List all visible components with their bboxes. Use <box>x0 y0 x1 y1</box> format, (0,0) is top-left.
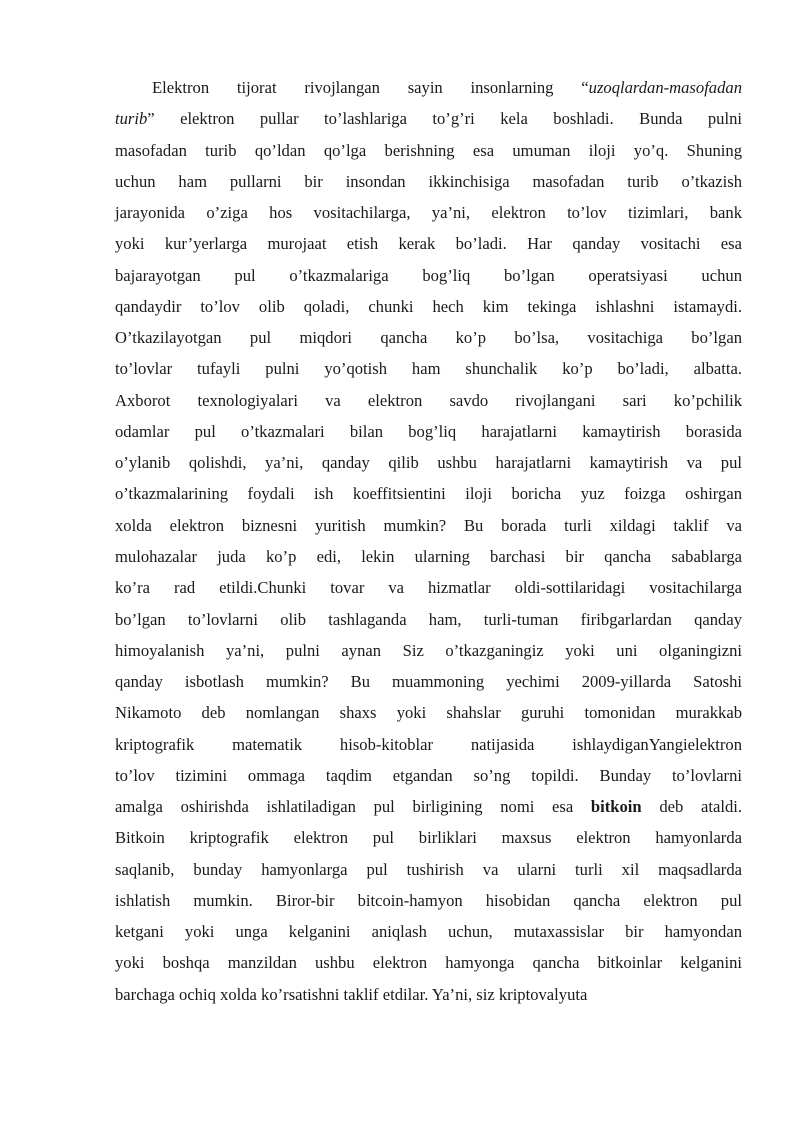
text-line <box>115 197 742 228</box>
text-segment: yoki kur’yerlarga murojaat etish kerak bo’ladi. Har qanday vositachi esa <box>115 234 742 254</box>
text-segment: deb ataldi. <box>641 797 742 817</box>
bold-term: bitkoin <box>590 797 642 817</box>
text-line <box>115 854 742 885</box>
text-segment: amalga oshirishda ishlatiladigan pul birligining nomi esa <box>115 797 591 817</box>
text-line <box>115 541 742 572</box>
text-segment: kriptografik matematik hisob-kitoblar natijasida ishlaydiganYangielektron <box>115 734 742 754</box>
text-segment: bo’lgan to’lovlarni olib tashlaganda ham, turli-tuman firibgarlardan qanday <box>115 609 742 629</box>
text-segment: jarayonida o’ziga hos vositachilarga, ya’ni, elektron to’lov tizimlari, bank <box>115 203 742 223</box>
text-line <box>115 604 742 635</box>
text-line <box>115 791 742 822</box>
text-line <box>115 916 742 947</box>
text-segment: saqlanib, bunday hamyonlarga pul tushirish va ularni turli xil maqsadlarda <box>115 859 742 879</box>
text-line <box>115 572 742 603</box>
text-segment: Axborot texnologiyalari va elektron savdo rivojlangani sari ko’pchilik <box>115 390 742 410</box>
text-segment: qanday isbotlash mumkin? Bu muammoning yechimi 2009-yillarda Satoshi <box>115 672 742 692</box>
text-segment: mulohazalar juda ko’p edi, lekin ularning barchasi bir qancha sabablarga <box>115 546 742 566</box>
text-segment: o’ylanib qolishdi, ya’ni, qanday qilib ushbu harajatlarni kamaytirish va pul <box>115 453 742 473</box>
text-segment: to’lovlar tufayli pulni yo’qotish ham shunchalik ko’p bo’ladi, albatta. <box>115 359 742 379</box>
text-line <box>115 666 742 697</box>
text-segment: barchaga ochiq xolda ko’rsatishni taklif etdilar. Ya’ni, siz kriptovalyuta <box>115 984 588 1004</box>
text-segment: ishlatish mumkin. Biror-bir bitcoin-hamyon hisobidan qancha elektron pul <box>115 890 742 910</box>
text-line <box>115 385 742 416</box>
text-line <box>115 135 742 166</box>
text-segment: odamlar pul o’tkazmalari bilan bog’liq harajatlarni kamaytirish borasida <box>115 421 742 441</box>
text-segment: qandaydir to’lov olib qoladi, chunki hech kim tekinga ishlashni istamaydi. <box>115 296 742 316</box>
text-line <box>115 166 742 197</box>
text-line <box>115 760 742 791</box>
text-segment: yoki boshqa manzildan ushbu elektron hamyonga qancha bitkoinlar kelganini <box>115 953 742 973</box>
text-line <box>115 322 742 353</box>
text-segment: masofadan turib qo’ldan qo’lga berishning esa umuman iloji yo’q. Shuning <box>115 140 742 160</box>
text-line <box>115 979 742 1010</box>
text-line <box>115 729 742 760</box>
text-segment: himoyalanish ya’ni, pulni aynan Siz o’tkazganingiz yoki uni olganingizni <box>115 640 742 660</box>
text-segment: uchun ham pullarni bir insondan ikkinchisiga masofadan turib o’tkazish <box>115 171 742 191</box>
text-line <box>115 478 742 509</box>
text-segment: to’lov tizimini ommaga taqdim etgandan so’ng topildi. Bunday to’lovlarni <box>115 765 742 785</box>
text-segment: ” elektron pullar to’lashlariga to’g’ri kela boshladi. Bunda pulni <box>147 109 742 129</box>
text-line <box>115 353 742 384</box>
text-segment: Nikamoto deb nomlangan shaxs yoki shahslar guruhi tomonidan murakkab <box>115 703 742 723</box>
text-line <box>115 822 742 853</box>
text-line <box>115 416 742 447</box>
text-segment: Elektron tijorat rivojlangan sayin insonlarning “ <box>152 78 589 97</box>
text-line <box>115 947 742 978</box>
text-line <box>115 228 742 259</box>
text-segment: o’tkazmalarining foydali ish koeffitsientini iloji boricha yuz foizga oshirgan <box>115 484 742 504</box>
text-line <box>115 291 742 322</box>
text-segment: Bitkoin kriptografik elektron pul birliklari maxsus elektron hamyonlarda <box>115 828 742 848</box>
text-line <box>115 885 742 916</box>
text-segment: O’tkazilayotgan pul miqdori qancha ko’p bo’lsa, vositachiga bo’lgan <box>115 328 742 348</box>
text-line <box>115 697 742 728</box>
text-segment: bajarayotgan pul o’tkazmalariga bog’liq bo’lgan operatsiyasi uchun <box>115 265 742 285</box>
italic-phrase: turib <box>115 109 148 129</box>
text-segment: ko’ra rad etildi.Chunki tovar va hizmatlar oldi-sottilaridagi vositachilarga <box>115 578 742 598</box>
text-line <box>115 447 742 478</box>
italic-phrase: uzoqlardan-masofadan <box>588 78 742 97</box>
text-line <box>115 260 742 291</box>
text-line <box>115 510 742 541</box>
text-segment: ketgani yoki unga kelganini aniqlash uchun, mutaxassislar bir hamyondan <box>115 922 742 942</box>
text-line <box>115 72 742 103</box>
text-segment: xolda elektron biznesni yuritish mumkin? Bu borada turli xildagi taklif va <box>115 515 742 535</box>
text-line <box>115 635 742 666</box>
body-paragraph <box>115 72 742 1010</box>
text-line <box>115 103 742 134</box>
